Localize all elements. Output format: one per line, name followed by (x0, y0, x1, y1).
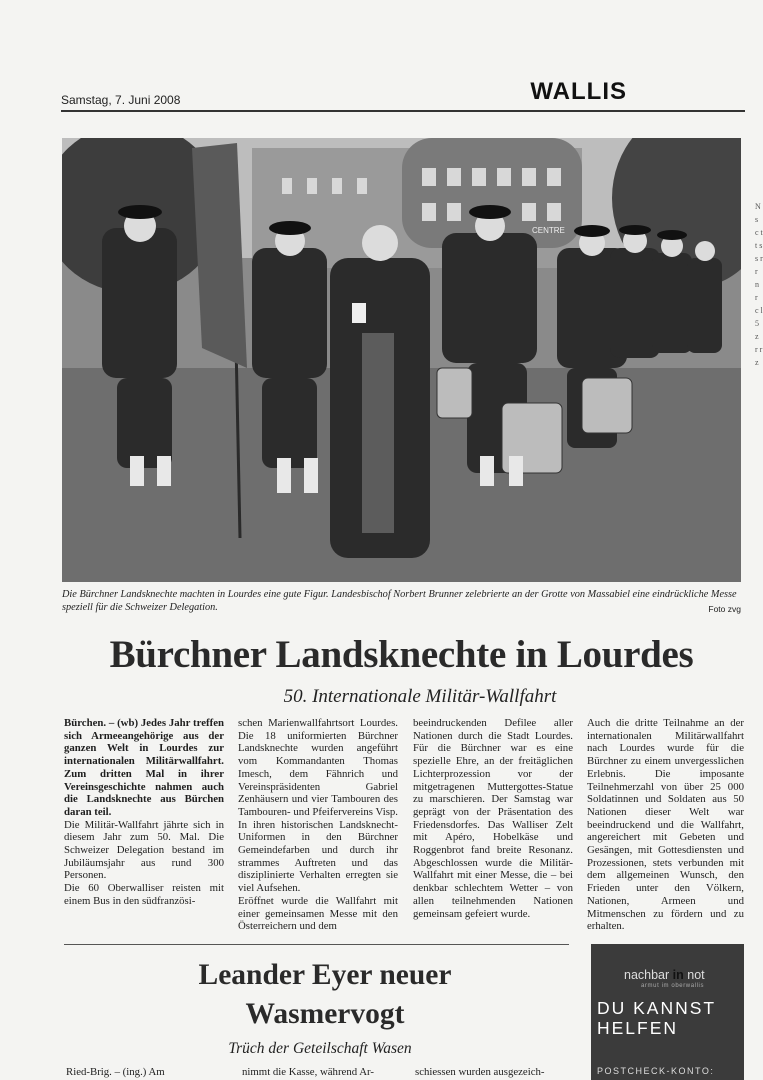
article-paragraph: Die Militär-Wallfahrt jährte sich in diesem Jahr zum 50. Mal. Die Schweizer Delegation bestand im Jubiläumsjahr aus rund 300 Personen. (64, 818, 224, 882)
article-column-3 (413, 717, 573, 920)
photo-credit: Foto zvg (708, 604, 741, 614)
charity-advertisement (591, 944, 744, 1080)
ad-headline: DU KANNST HELFEN (597, 998, 716, 1038)
article-column-1 (64, 717, 224, 908)
article-paragraph: beeindruckenden Defilee aller Nationen durch die Stadt Lourdes. Für die Bürchner war es eine spezielle Ehre, an der freitäglichen Lichterprozession vor der mitgetragenen Muttergottes-Statue zu marschieren. Der Samstag war geprägt von der Präsentation des Friedensdorfes. Das Walliser Zelt mit Apéro, Hobelkäse und Roggenbrot fand breite Resonanz. Abgeschlossen wurde die Militär-Wallfahrt mit einer Messe, die – bei denkbar schlechtem Wetter – von allen teilnehmenden Nationen gemeinsam gefeiert wurde. (413, 717, 573, 920)
photo-caption: Die Bürchner Landsknechte machten in Lourdes eine gute Figur. Landesbischof Norbert Brunner zelebrierte an der Grotte von Massabiel eine eindrückliche Messe speziell für die Schweizer Delegation. (62, 589, 737, 613)
second-article-headline: Leander Eyer neuer Wasmervogt (198, 959, 452, 1030)
article-headline: Bürchner Landsknechte in Lourdes (109, 633, 694, 676)
photo-image (62, 138, 741, 582)
article-paragraph: Die 60 Oberwalliser reisten mit einem Bus in den südfranzösi- (64, 882, 224, 907)
second-article-subheadline: Trüch der Geteilschaft Wasen (228, 1040, 412, 1057)
issue-date: Samstag, 7. Juni 2008 (61, 93, 181, 107)
article-column-2 (238, 717, 398, 933)
section-title: WALLIS (530, 78, 627, 105)
article-paragraph: Auch die dritte Teilnahme an der internationalen Militärwallfahrt nach Lourdes wurde für die Bürchner zu einem unvergesslichen Erlebnis. Die imposante Teilnehmerzahl von über 25 000 Soldatinnen und Soldaten aus 50 Nationen dieser Welt war beeindruckend und die Wallfahrt, angereichert mit Gebeten und Gesängen, mit Gottesdiensten und Prozessionen, stets verbunden mit dem allgemeinen Wunsch, den Frieden unter den Völkern, Nationen, Armeen und Mitmenschen zu fördern und zu erhalten. (587, 717, 744, 933)
second-article-text-cut: schiessen wurden ausgezeich- (415, 1066, 545, 1078)
article-lead: Bürchen. – (wb) Jedes Jahr treffen sich Armeeangehörige aus der ganzen Welt in Lourdes zur internationalen Militärwallfahrt. Zum dritten Mal in ihrer Vereinsgeschichte nahmen auch die Landsknechte aus Bürchen daran teil. (64, 717, 224, 818)
article-divider (64, 944, 569, 945)
article-subheadline: 50. Internationale Militär-Wallfahrt (283, 686, 557, 707)
article-column-4 (587, 717, 744, 933)
photo-sign-text: CENTRE (532, 226, 565, 235)
ad-tagline: armut im oberwallis (641, 983, 705, 989)
adjacent-page-edge-text: N s c t t s s r r n r c l 5 z r r z (755, 202, 763, 367)
article-paragraph: schen Marienwallfahrtsort Lourdes. Die 18 uniformierten Bürchner Landsknechte wurden angeführt vom Kommandanten Thomas Imesch, dem Fähnrich und Vereinspräsidenten Gabriel Zenhäusern und vier Tambouren des Tambouren- und Pfeifervereins Visp. In ihren historischen Landsknecht-Uniformen in den Bürchner Gemeindefarben und durch ihr strammes Auftreten und das disziplinierte Verhalten erregten sie viel Aufsehen. (238, 717, 398, 895)
ad-account-label: POSTCHECK-KONTO: (597, 1066, 715, 1076)
second-article-text-cut: Ried-Brig. – (ing.) Am (66, 1066, 165, 1078)
article-paragraph: Eröffnet wurde die Wallfahrt mit einer gemeinsamen Messe mit den Österreichern und dem (238, 894, 398, 933)
second-article-text-cut: nimmt die Kasse, während Ar- (242, 1066, 375, 1078)
header-rule (61, 110, 745, 112)
ad-brand: nachbar in not (624, 968, 705, 982)
article-photo (62, 138, 741, 582)
